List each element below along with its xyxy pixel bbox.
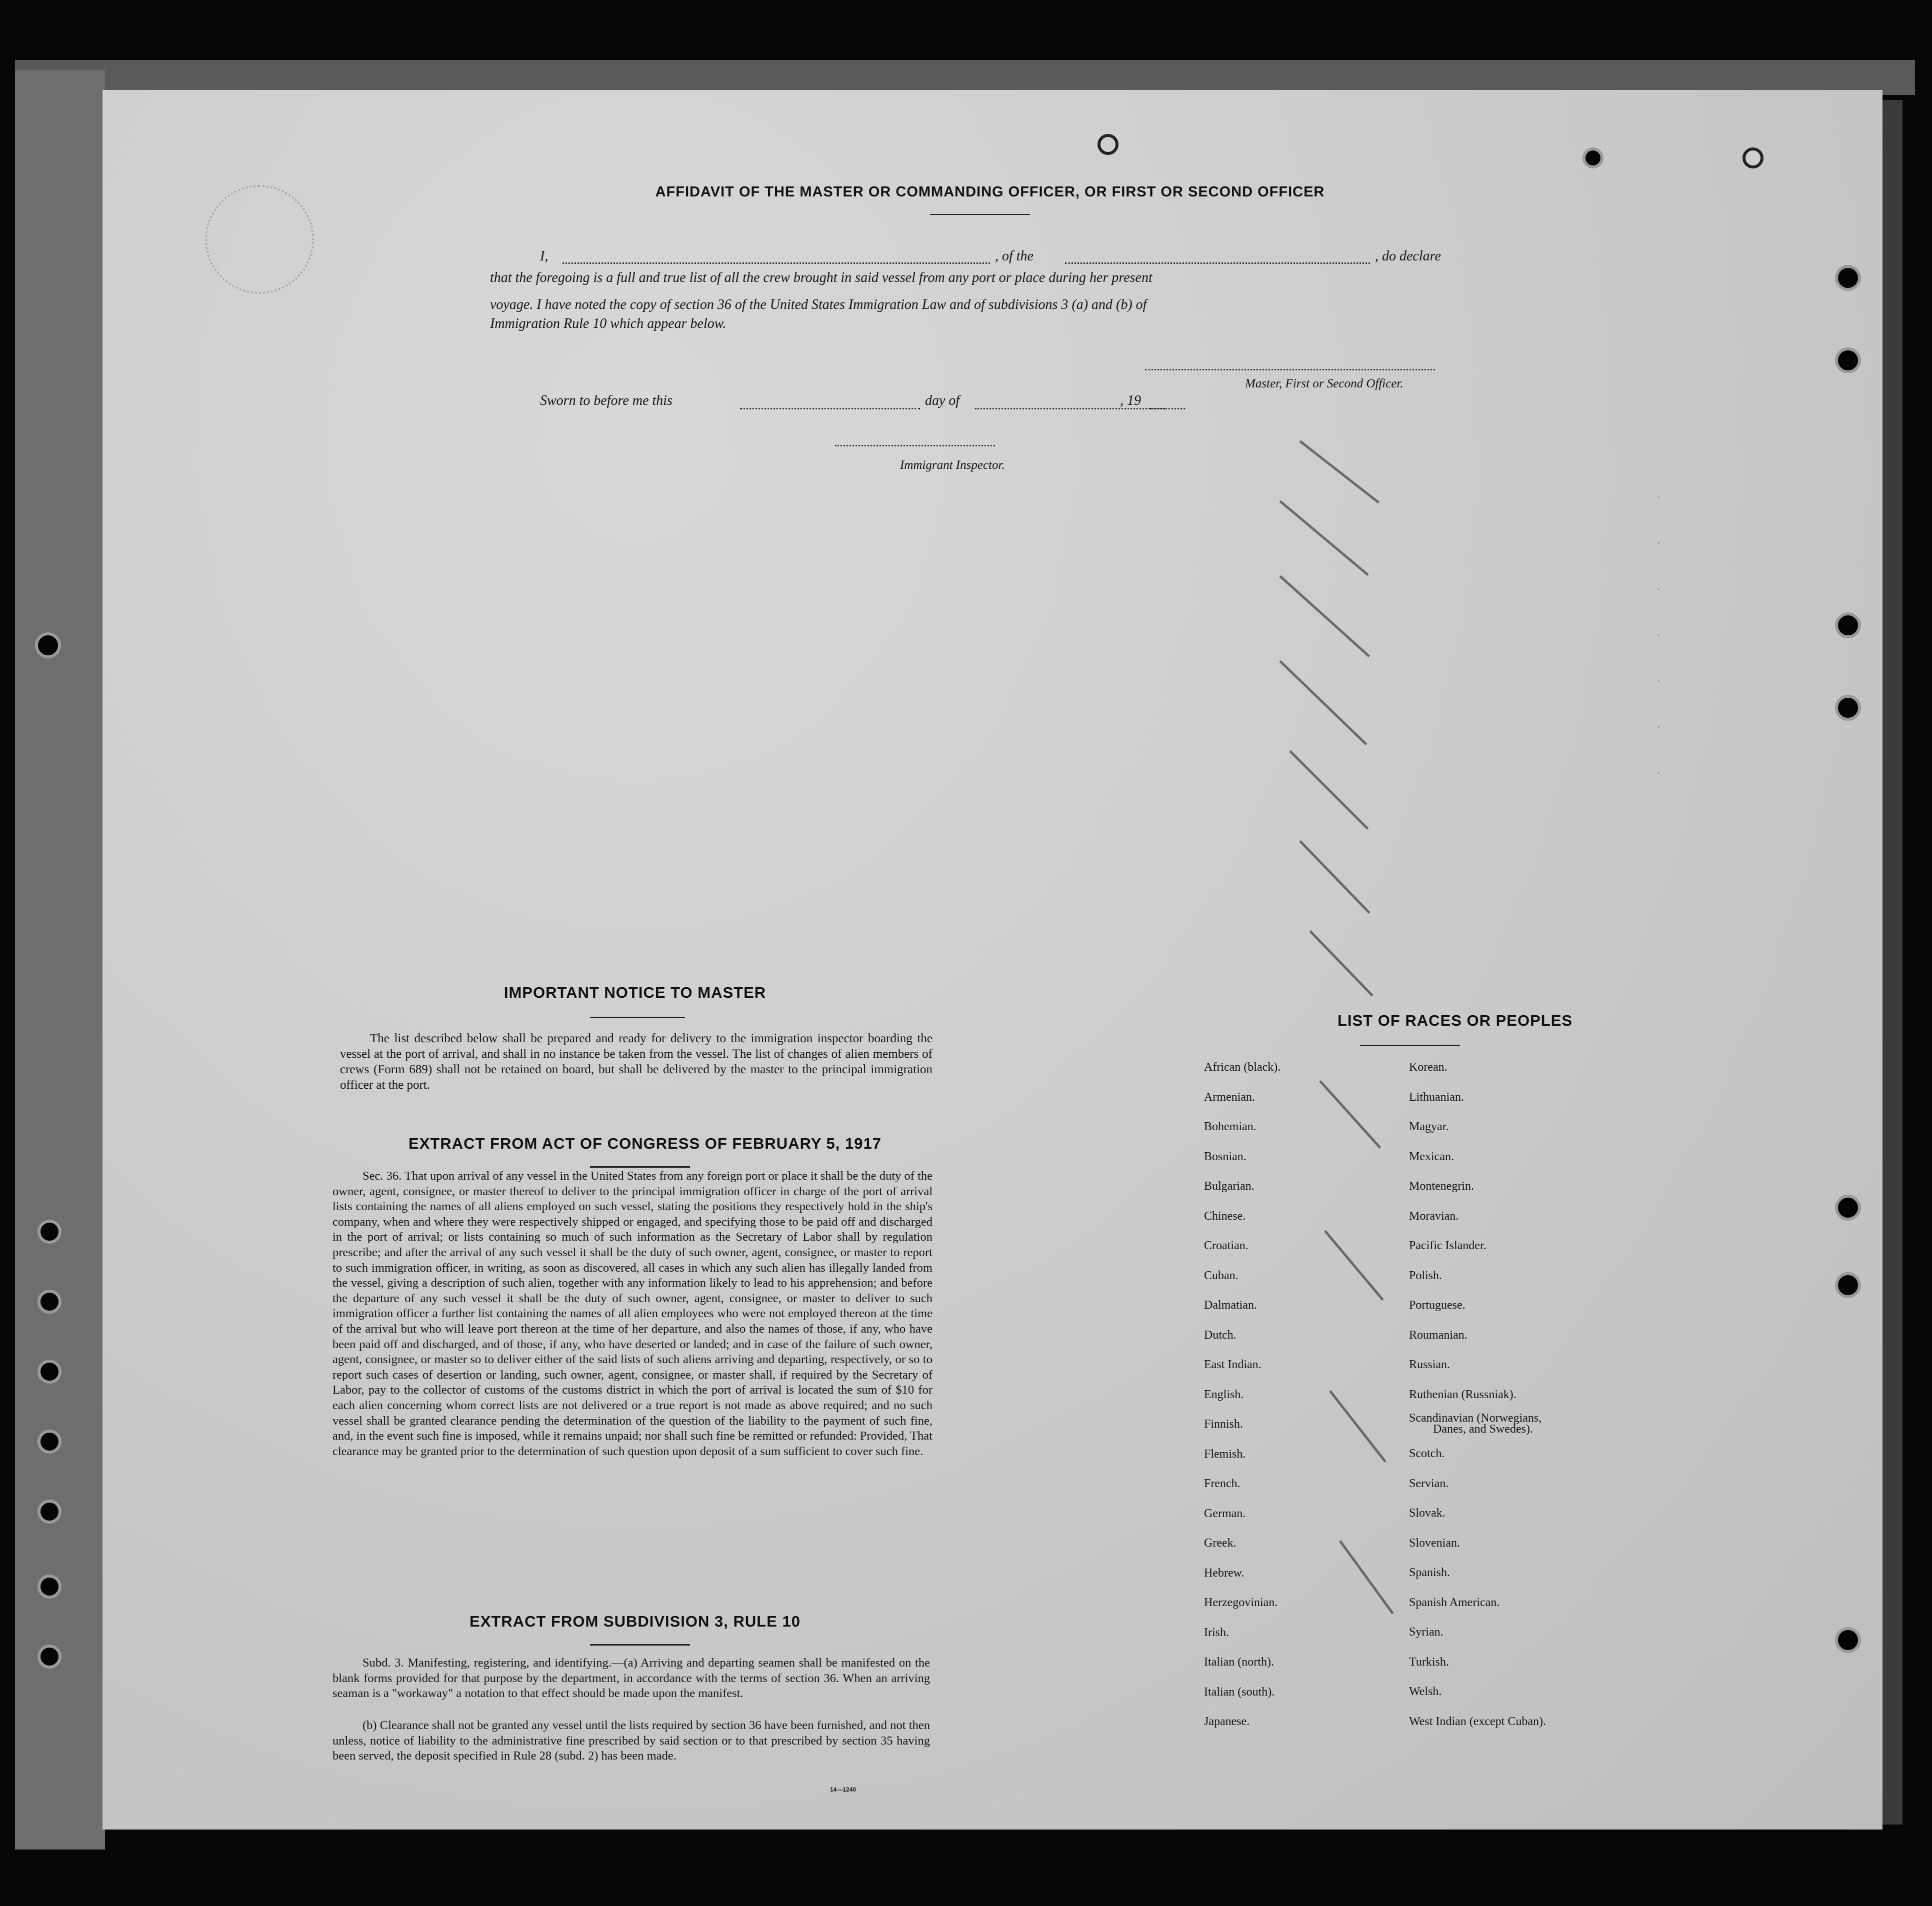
affidavit-line-3: voyage. I have noted the copy of section 36 of the United States Immigration Law and of subdivisions 3 (a) and (b) of xyxy=(490,297,1147,312)
race-item: Japanese. xyxy=(1204,1715,1250,1728)
race-item: Italian (north). xyxy=(1204,1656,1274,1669)
name-blank xyxy=(562,262,990,264)
notice-underline xyxy=(590,1017,685,1018)
race-item: Welsh. xyxy=(1409,1685,1442,1698)
race-item: Scotch. xyxy=(1409,1447,1445,1460)
race-item: Danes, and Swedes). xyxy=(1433,1423,1533,1436)
races-right-column xyxy=(1409,1053,1639,1737)
punch-hole xyxy=(1835,1195,1861,1221)
form-number: 14—1240 xyxy=(830,1786,856,1793)
race-item: Spanish American. xyxy=(1409,1596,1500,1609)
sworn-year: , 19 xyxy=(1120,393,1141,408)
race-item: Flemish. xyxy=(1204,1447,1246,1461)
race-item: Herzegovinian. xyxy=(1204,1596,1278,1609)
rule-extract-title: EXTRACT FROM SUBDIVISION 3, RULE 10 xyxy=(470,1613,800,1630)
vessel-blank xyxy=(1065,262,1370,264)
race-item: English. xyxy=(1204,1388,1244,1401)
race-item: East Indian. xyxy=(1204,1358,1262,1371)
master-signature-line xyxy=(1145,369,1435,370)
affidavit-title: AFFIDAVIT OF THE MASTER OR COMMANDING OFFICER, OR FIRST OR SECOND OFFICER xyxy=(655,184,1325,200)
race-item: Cuban. xyxy=(1204,1269,1238,1282)
affidavit-line-2: that the foregoing is a full and true list of all the crew brought in said vessel from any port or place during her present xyxy=(490,270,1152,285)
race-item: Scandinavian (Norwegians, xyxy=(1409,1412,1542,1425)
race-item: West Indian (except Cuban). xyxy=(1409,1715,1546,1728)
race-item: French. xyxy=(1204,1477,1240,1490)
race-item: Croatian. xyxy=(1204,1239,1248,1252)
binder-hole xyxy=(38,1575,62,1599)
notice-text: The list described below shall be prepared and ready for delivery to the immigration inspector boarding the vessel at the port of arrival, and shall in no instance be taken from the vessel. The list of changes of alien members of crews (Form 689) shall not be retained on board, but shall be delivered by the master to the principal immigration officer at the port. xyxy=(340,1032,932,1092)
binder-hole xyxy=(38,1220,62,1244)
label-i: I, xyxy=(540,248,548,264)
bleed-through-column: · · · · · · · xyxy=(1655,491,1662,780)
race-item: Slovenian. xyxy=(1409,1536,1460,1550)
race-item: Dutch. xyxy=(1204,1328,1236,1342)
races-left-column xyxy=(1204,1053,1404,1737)
race-item: Polish. xyxy=(1409,1269,1442,1282)
race-item: Bulgarian. xyxy=(1204,1180,1254,1193)
inspector-signature-label: Immigrant Inspector. xyxy=(900,458,1005,472)
races-underline xyxy=(1360,1045,1460,1046)
race-item: Dalmatian. xyxy=(1204,1299,1257,1312)
act-extract-title: EXTRACT FROM ACT OF CONGRESS OF FEBRUARY 5, 1917 xyxy=(408,1135,882,1152)
race-item: Hebrew. xyxy=(1204,1566,1244,1580)
day-blank xyxy=(740,408,920,409)
race-item: Moravian. xyxy=(1409,1209,1459,1223)
race-item: Irish. xyxy=(1204,1626,1229,1639)
binder-hole xyxy=(38,1430,62,1454)
races-title: LIST OF RACES OR PEOPLES xyxy=(1337,1012,1573,1029)
sworn-line xyxy=(540,393,1190,413)
punch-hole-top xyxy=(1098,134,1118,155)
label-of-the: , of the xyxy=(995,248,1034,264)
race-item: Greek. xyxy=(1204,1537,1236,1550)
race-item: Servian. xyxy=(1409,1477,1449,1490)
race-item: Russian. xyxy=(1409,1358,1450,1371)
inspector-signature-line xyxy=(835,445,995,446)
race-item: Spanish. xyxy=(1409,1566,1450,1579)
race-item: Finnish. xyxy=(1204,1418,1244,1431)
sworn-day-of: day of xyxy=(925,393,960,408)
affidavit-line-4: Immigration Rule 10 which appear below. xyxy=(490,316,726,331)
punch-hole xyxy=(1835,612,1861,638)
race-item: Turkish. xyxy=(1409,1655,1449,1669)
race-item: Portuguese. xyxy=(1409,1299,1466,1312)
punch-hole xyxy=(1835,265,1861,291)
race-item: Armenian. xyxy=(1204,1090,1255,1104)
binder-hole xyxy=(38,1500,62,1524)
punch-hole xyxy=(1835,1627,1861,1653)
race-item: Magyar. xyxy=(1409,1120,1449,1133)
race-item: Lithuanian. xyxy=(1409,1090,1464,1104)
rule-extract-underline xyxy=(590,1644,690,1646)
punch-hole xyxy=(1835,347,1861,373)
faint-seal-stamp xyxy=(205,185,314,294)
race-item: Montenegrin. xyxy=(1409,1180,1474,1193)
label-declare: , do declare xyxy=(1375,248,1441,264)
binder-hole xyxy=(38,1645,62,1669)
punch-hole xyxy=(1835,1272,1861,1298)
race-item: Bosnian. xyxy=(1204,1150,1246,1163)
punch-hole xyxy=(1835,695,1861,721)
rule-extract-para-b: (b) Clearance shall not be granted any vessel until the lists required by section 36 have been furnished, and not then unless, notice of liability to the administrative fine prescribed by said section or to that prescribed by section 35 having been served, the deposit specified in Rule 28 (subd. 2) has been made. xyxy=(332,1719,930,1763)
notice-title: IMPORTANT NOTICE TO MASTER xyxy=(504,984,766,1001)
race-item: Syrian. xyxy=(1409,1626,1444,1639)
rule-extract-para-a: Subd. 3. Manifesting, registering, and identifying.—(a) Arriving and departing seamen shall be manifested on the blank forms provided for that purpose by the department, in accordance with the terms of section 36. When an arriving seaman is a "workaway" a notation to that effect should be made upon the manifest. xyxy=(332,1656,930,1701)
race-item: Bohemian. xyxy=(1204,1120,1256,1133)
page-edge-right xyxy=(1882,100,1902,1825)
race-item: German. xyxy=(1204,1507,1246,1520)
punch-hole-top xyxy=(1582,147,1604,168)
binder-hole xyxy=(38,1360,62,1384)
race-item: Slovak. xyxy=(1409,1507,1446,1520)
race-item: Mexican. xyxy=(1409,1150,1454,1163)
act-extract-underline xyxy=(590,1166,690,1168)
race-item: Italian (south). xyxy=(1204,1685,1275,1699)
master-signature-label: Master, First or Second Officer. xyxy=(1245,377,1404,390)
act-extract-text: Sec. 36. That upon arrival of any vessel in the United States from any foreign port or place it shall be the duty of the owner, agent, consignee, or master thereof to deliver to the principal immigration officer in charge of the port of arrival lists containing the names of all aliens employed on such vessel, stating the positions they respectively hold in the ship's company, when and where they were respectively shipped or engaged, and specifying those to be paid off and discharged in the port of arrival; or lists containing so much of such information as the Secretary of Labor shall by regulation prescribe; and after the arrival of any such vessel it shall be the duty of such owner, agent, consignee, or master to report to such immigration officer, in writing, as soon as discovered, all cases in which any such alien has illegally landed from the vessel, giving a description of such alien, together with any information likely to lead to his apprehension; and before the departure of any such vessel it shall be the duty of such owner, agent, consignee, or master to deliver to such immigration officer a further list containing the names of all alien employees who were not employed thereon at the time of the arrival but who will leave port thereon at the time of her departure, and also the names of those, if any, who have been paid off and discharged, and of those, if any, who have deserted or landed; and in case of the failure of such owner, agent, consignee, or master so to deliver either of the said lists of such aliens arriving and departing, respectively, or so to report such cases of desertion or landing, such owner, agent, consignee, or master shall, if required by the Secretary of Labor, pay to the collector of customs of the customs district in which the port of arrival is located the sum of $10 for each alien concerning whom correct lists are not delivered or a true report is not made as above required; and no such vessel shall be granted clearance pending the determination of the question of the liability to the payment of such fine, and, in the event such fine is imposed, while it remains unpaid; nor shall such fine be remitted or refunded: Provided, That clearance may be granted prior to the determination of such question upon deposit of a sum sufficient to cover such fine. xyxy=(332,1169,932,1458)
title-underline xyxy=(930,214,1030,215)
race-item: Chinese. xyxy=(1204,1209,1246,1223)
punch-hole-top xyxy=(1742,147,1764,168)
race-item: Roumanian. xyxy=(1409,1328,1468,1342)
race-item: Ruthenian (Russniak). xyxy=(1409,1388,1516,1401)
race-item: Pacific Islander. xyxy=(1409,1239,1486,1252)
sworn-prefix: Sworn to before me this xyxy=(540,393,672,408)
race-item: Korean. xyxy=(1409,1061,1448,1074)
binder-hole xyxy=(35,632,61,658)
year-blank xyxy=(1150,408,1185,409)
binder-hole xyxy=(38,1290,62,1314)
race-item: African (black). xyxy=(1204,1061,1281,1074)
